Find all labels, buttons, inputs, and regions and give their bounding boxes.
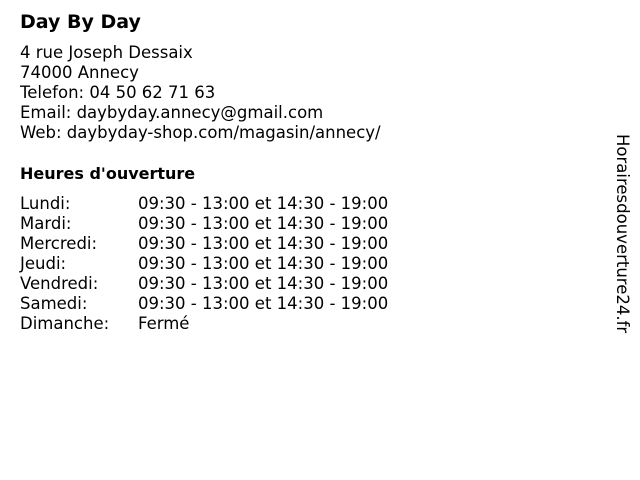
- time-value: Fermé: [138, 314, 190, 333]
- opening-hours-heading: Heures d'ouverture: [20, 164, 196, 183]
- time-value: 09:30 - 13:00 et 14:30 - 19:00: [138, 234, 389, 253]
- day-label: Samedi:: [20, 294, 88, 313]
- contact-block: [20, 43, 381, 143]
- business-name: Day By Day: [20, 11, 141, 33]
- time-value: 09:30 - 13:00 et 14:30 - 19:00: [138, 214, 389, 233]
- email-address: Email: daybyday.annecy@gmail.com: [20, 103, 324, 122]
- website-address: Web: daybyday-shop.com/magasin/annecy/: [20, 123, 381, 142]
- day-label: Dimanche:: [20, 314, 110, 333]
- phone-number: Telefon: 04 50 62 71 63: [20, 83, 216, 102]
- day-label: Jeudi:: [20, 254, 67, 273]
- time-value: 09:30 - 13:00 et 14:30 - 19:00: [138, 294, 389, 313]
- time-value: 09:30 - 13:00 et 14:30 - 19:00: [138, 194, 389, 213]
- day-label: Mercredi:: [20, 234, 98, 253]
- address-city: 74000 Annecy: [20, 63, 139, 82]
- day-label: Vendredi:: [20, 274, 99, 293]
- time-value: 09:30 - 13:00 et 14:30 - 19:00: [138, 254, 389, 273]
- address-street: 4 rue Joseph Dessaix: [20, 43, 193, 62]
- time-value: 09:30 - 13:00 et 14:30 - 19:00: [138, 274, 389, 293]
- day-label: Mardi:: [20, 214, 72, 233]
- site-watermark: Horairesdouverture24.fr: [613, 134, 632, 334]
- day-label: Lundi:: [20, 194, 71, 213]
